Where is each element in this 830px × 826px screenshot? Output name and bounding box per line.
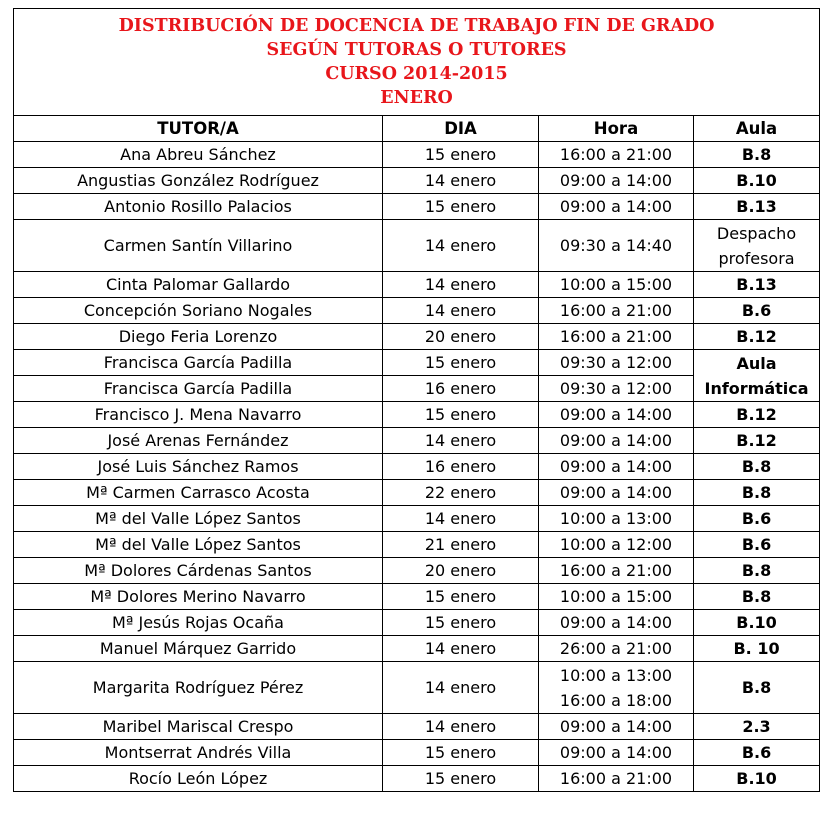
cell-tutor: Ana Abreu Sánchez [14, 142, 383, 168]
cell-hora: 09:00 a 14:00 [539, 610, 694, 636]
cell-dia: 15 enero [383, 584, 539, 610]
header-row [14, 116, 820, 142]
cell-aula: B.6 [694, 740, 820, 766]
cell-tutor: Rocío León López [14, 766, 383, 792]
cell-hora: 10:00 a 12:00 [539, 532, 694, 558]
cell-hora: 09:00 a 14:00 [539, 454, 694, 480]
table-row [14, 584, 820, 610]
cell-hora-line-1: 10:00 a 13:00 [559, 665, 673, 685]
cell-aula-line-1: Aula [736, 353, 777, 373]
table-row [14, 506, 820, 532]
cell-tutor: Mª Dolores Cárdenas Santos [14, 558, 383, 584]
table-row [14, 766, 820, 792]
col-header-hora: Hora [539, 116, 694, 142]
cell-dia: 16 enero [383, 454, 539, 480]
cell-aula: B.6 [694, 506, 820, 532]
cell-dia: 16 enero [383, 376, 539, 402]
cell-aula-line-2: Informática [704, 378, 809, 398]
cell-dia: 15 enero [383, 142, 539, 168]
cell-aula: B.8 [694, 584, 820, 610]
cell-aula: 2.3 [694, 714, 820, 740]
cell-hora: 09:00 a 14:00 [539, 428, 694, 454]
cell-dia: 15 enero [383, 402, 539, 428]
cell-tutor: Cinta Palomar Gallardo [14, 272, 383, 298]
cell-hora: 10:00 a 13:00 [539, 506, 694, 532]
cell-aula: B.12 [694, 428, 820, 454]
cell-hora: 26:00 a 21:00 [539, 636, 694, 662]
cell-dia: 14 enero [383, 714, 539, 740]
cell-aula: B.13 [694, 272, 820, 298]
table-row [14, 558, 820, 584]
table-row [14, 454, 820, 480]
table-row [14, 142, 820, 168]
cell-tutor: Francisca García Padilla [14, 350, 383, 376]
cell-aula: B.6 [694, 298, 820, 324]
cell-dia: 21 enero [383, 532, 539, 558]
cell-dia: 14 enero [383, 272, 539, 298]
table-row [14, 168, 820, 194]
cell-aula: B.10 [694, 766, 820, 792]
cell-dia: 15 enero [383, 194, 539, 220]
cell-aula: B.8 [694, 454, 820, 480]
title-line-4: ENERO [380, 88, 453, 108]
table-row [14, 350, 820, 376]
cell-tutor: Carmen Santín Villarino [14, 220, 383, 272]
cell-aula-line-1: Despacho [716, 223, 797, 243]
table-row [14, 428, 820, 454]
cell-dia: 14 enero [383, 298, 539, 324]
table-row [14, 636, 820, 662]
cell-tutor: Mª Jesús Rojas Ocaña [14, 610, 383, 636]
cell-hora: 09:30 a 12:00 [539, 350, 694, 376]
cell-dia: 15 enero [383, 740, 539, 766]
table-row [14, 220, 820, 272]
table-row [14, 272, 820, 298]
cell-dia: 20 enero [383, 558, 539, 584]
cell-aula: B.12 [694, 402, 820, 428]
cell-dia: 14 enero [383, 636, 539, 662]
cell-tutor: Montserrat Andrés Villa [14, 740, 383, 766]
cell-tutor: José Luis Sánchez Ramos [14, 454, 383, 480]
cell-aula [694, 220, 820, 272]
cell-hora: 10:00 a 15:00 [539, 584, 694, 610]
cell-hora [539, 662, 694, 714]
cell-hora: 10:00 a 15:00 [539, 272, 694, 298]
cell-tutor: Mª del Valle López Santos [14, 532, 383, 558]
cell-tutor: José Arenas Fernández [14, 428, 383, 454]
table-row [14, 610, 820, 636]
cell-aula: B.8 [694, 480, 820, 506]
cell-hora: 16:00 a 21:00 [539, 766, 694, 792]
cell-hora: 09:00 a 14:00 [539, 740, 694, 766]
cell-hora: 09:30 a 12:00 [539, 376, 694, 402]
col-header-tutor: TUTOR/A [14, 116, 383, 142]
cell-tutor: Maribel Mariscal Crespo [14, 714, 383, 740]
cell-hora: 09:00 a 14:00 [539, 402, 694, 428]
cell-dia: 15 enero [383, 610, 539, 636]
cell-tutor: Concepción Soriano Nogales [14, 298, 383, 324]
cell-tutor: Angustias González Rodríguez [14, 168, 383, 194]
cell-tutor: Mª Carmen Carrasco Acosta [14, 480, 383, 506]
cell-tutor: Diego Feria Lorenzo [14, 324, 383, 350]
cell-aula: B. 10 [694, 636, 820, 662]
cell-dia: 22 enero [383, 480, 539, 506]
title-line-1: DISTRIBUCIÓN DE DOCENCIA DE TRABAJO FIN DE GRADO [118, 16, 715, 36]
cell-dia: 15 enero [383, 350, 539, 376]
cell-hora: 09:00 a 14:00 [539, 714, 694, 740]
cell-dia: 14 enero [383, 428, 539, 454]
table-row [14, 324, 820, 350]
cell-hora: 16:00 a 21:00 [539, 298, 694, 324]
cell-dia: 14 enero [383, 168, 539, 194]
cell-aula: B.10 [694, 168, 820, 194]
table-row [14, 714, 820, 740]
cell-hora: 16:00 a 21:00 [539, 324, 694, 350]
table-row [14, 402, 820, 428]
cell-aula: B.12 [694, 324, 820, 350]
cell-aula: B.13 [694, 194, 820, 220]
cell-dia: 15 enero [383, 766, 539, 792]
cell-aula: B.6 [694, 532, 820, 558]
cell-dia: 20 enero [383, 324, 539, 350]
cell-aula-line-2: profesora [718, 248, 795, 268]
col-header-aula: Aula [694, 116, 820, 142]
cell-aula: B.10 [694, 610, 820, 636]
cell-tutor: Francisca García Padilla [14, 376, 383, 402]
cell-dia: 14 enero [383, 220, 539, 272]
cell-aula: B.8 [694, 662, 820, 714]
cell-hora: 16:00 a 21:00 [539, 142, 694, 168]
cell-tutor: Francisco J. Mena Navarro [14, 402, 383, 428]
cell-hora: 09:30 a 14:40 [539, 220, 694, 272]
cell-hora: 09:00 a 14:00 [539, 194, 694, 220]
cell-dia: 14 enero [383, 506, 539, 532]
table-row [14, 532, 820, 558]
cell-aula: B.8 [694, 142, 820, 168]
cell-tutor: Mª del Valle López Santos [14, 506, 383, 532]
title-line-3: CURSO 2014-2015 [325, 64, 508, 84]
cell-tutor: Mª Dolores Merino Navarro [14, 584, 383, 610]
cell-hora: 09:00 a 14:00 [539, 168, 694, 194]
cell-hora-line-2: 16:00 a 18:00 [559, 690, 673, 710]
col-header-dia: DIA [383, 116, 539, 142]
cell-hora: 16:00 a 21:00 [539, 558, 694, 584]
cell-aula: B.8 [694, 558, 820, 584]
table-row [14, 740, 820, 766]
cell-aula-merged [694, 350, 820, 402]
table-title [14, 9, 820, 116]
cell-tutor: Margarita Rodríguez Pérez [14, 662, 383, 714]
title-line-2: SEGÚN TUTORAS O TUTORES [266, 40, 567, 60]
cell-tutor: Manuel Márquez Garrido [14, 636, 383, 662]
table-row [14, 194, 820, 220]
cell-hora: 09:00 a 14:00 [539, 480, 694, 506]
cell-dia: 14 enero [383, 662, 539, 714]
cell-tutor: Antonio Rosillo Palacios [14, 194, 383, 220]
table-row [14, 662, 820, 714]
tfg-schedule-table [13, 8, 820, 792]
table-row [14, 298, 820, 324]
table-row [14, 480, 820, 506]
